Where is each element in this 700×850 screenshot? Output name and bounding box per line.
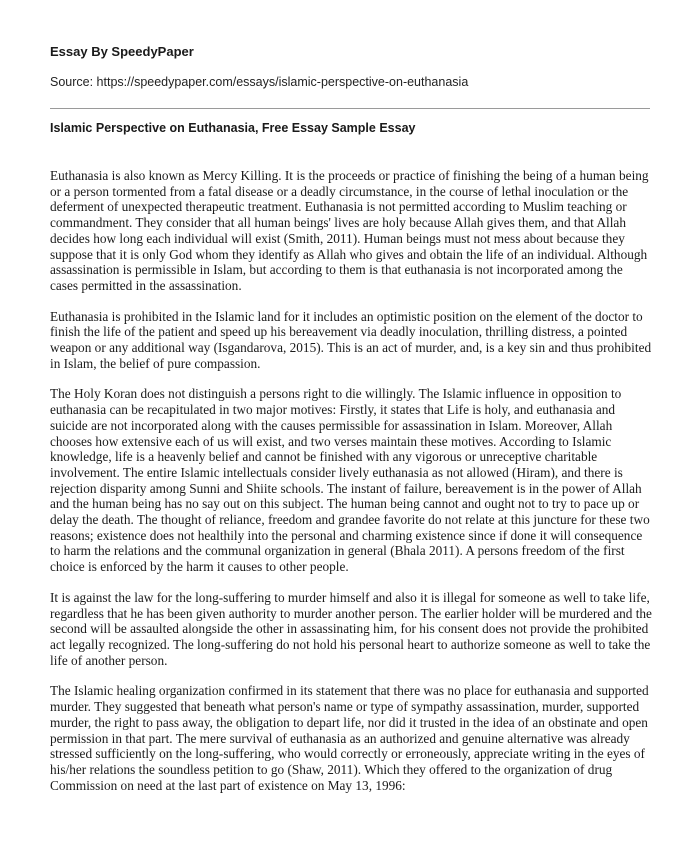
essay-paragraph: It is against the law for the long-suffering to murder himself and also it is illegal for someone as well to take life, regardless that he has been given authority to murder another person. The earlier holder will be murdered and the second will be assaulted alongside the other in assassinating him, for his consent does not provide the prohibited act legally recognized. The long-suffering do not hold his personal heart to authorize someone as well to take the life of another person. (50, 589, 652, 668)
site-title: Essay By SpeedyPaper (50, 44, 194, 59)
essay-paragraph: The Holy Koran does not distinguish a persons right to die willingly. The Islamic influence in opposition to euthanasia can be recapitulated in two major motives: Firstly, it states that Life is holy, and euthanasia and suicide are not incorporated along with the causes permissible for assassination in Islam. Moreover, Allah chooses how extensive each of us will exist, and two verses maintain these motives. According to Islamic knowledge, life is a heavenly belief and cannot be finished with any vigorous or unreceptive charitable involvement. The entire Islamic intellectuals consider lively euthanasia as not allowed (Hiram), and there is rejection disparity among Sunni and Shiite schools. The instant of failure, bereavement is in the power of Allah and the human being has no say out on this subject. The human being cannot and ought not to try to pace up or delay the death. The thought of reliance, freedom and grandee favorite do not relate at this juncture for these two reasons; existence does not healthily into the personal and charming existence since if done it will consequence to harm the relations and the communal organization in general (Bhala 2011). A persons freedom of the first choice is enforced by the harm it causes to other people. (50, 386, 650, 575)
essay-paragraph: Euthanasia is prohibited in the Islamic land for it includes an optimistic position on the element of the doctor to finish the life of the patient and speed up his bereavement via deadly inoculation, thrilling distress, a pointed weapon or any additional way (Isgandarova, 2015). This is an act of murder, and, is a key sin and thus prohibited in Islam, the belief of pure compassion. (50, 308, 652, 371)
source-line: Source: https://speedypaper.com/essays/islamic-perspective-on-euthanasia (50, 75, 469, 89)
essay-title: Islamic Perspective on Euthanasia, Free Essay Sample Essay (50, 121, 416, 135)
header-divider (50, 108, 650, 109)
essay-paragraph: Euthanasia is also known as Mercy Killing. It is the proceeds or practice of finishing the being of a human being or a person tormented from a fatal disease or a deadly circumstance, in the course of lethal inoculation or the deferment of unexpected therapeutic treatment. Euthanasia is not permitted according to Muslim teaching or commandment. They consider that all human beings' lives are holy because Allah gives them, and that Allah decides how long each individual will exist (Smith, 2011). Human beings must not mess about because they suppose that it is only God whom they identify as Allah who gives and obtain the life of an individual. Although assassination is permissible in Islam, but according to them is that euthanasia is not incorporated among the cases permitted in the assassination. (50, 168, 649, 293)
essay-body (50, 168, 654, 808)
essay-paragraph: The Islamic healing organization confirmed in its statement that there was no place for euthanasia and supported murder. They suggested that beneath what person's name or type of sympathy assassination, murder, supported murder, the right to pass away, the obligation to depart life, nor did it trusted in the idea of an obstinate and open permission in that part. The mere survival of euthanasia as an authorized and genuine alternative was already stressed sufficiently on the long-suffering, who would correctly or erroneously, appreciate writing in the eyes of his/her relations the soundless petition to go (Shaw, 2011). Which they offered to the organization of drug Commission on need at the last part of existence on May 13, 1996: (50, 683, 649, 793)
